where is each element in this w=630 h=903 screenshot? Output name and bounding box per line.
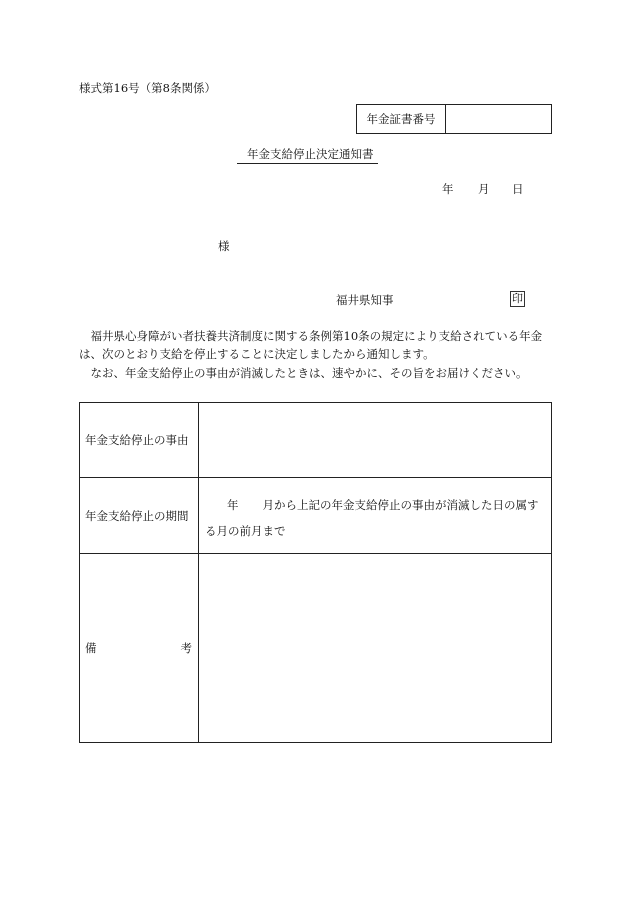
- seal-mark: 印: [512, 292, 523, 305]
- date-month: 月: [478, 182, 490, 196]
- period-year: 年: [227, 497, 239, 512]
- period-label: 年金支給停止の期間: [80, 478, 199, 554]
- reason-row: [80, 403, 552, 478]
- certificate-number-field[interactable]: [446, 105, 551, 133]
- document-title: 年金支給停止決定通知書: [237, 146, 378, 164]
- date-year: 年: [442, 182, 454, 196]
- body-paragraph-1: 福井県心身障がい者扶養共済制度に関する条例第10条の規定により支給されている年金は、次のとおり支給を停止することに決定しましたから通知します。: [79, 329, 543, 361]
- period-field[interactable]: [199, 478, 552, 554]
- remarks-field[interactable]: [199, 554, 552, 743]
- issuer-name: 福井県知事: [336, 293, 394, 307]
- recipient-suffix: 様: [218, 239, 230, 253]
- reason-field[interactable]: [199, 403, 552, 478]
- reason-label: 年金支給停止の事由: [80, 403, 199, 478]
- form-number: 様式第16号（第8条関係）: [79, 81, 216, 95]
- body-paragraph-2: なお、年金支給停止の事由が消滅したときは、速やかに、その旨をお届けください。: [79, 366, 528, 380]
- remarks-label-char-2: 考: [180, 641, 192, 655]
- remarks-label-char-1: 備: [85, 641, 97, 655]
- period-description: 月から上記の年金支給停止の事由が消滅した日の属する月の前月まで: [205, 497, 539, 538]
- remarks-label-cell: [80, 554, 199, 743]
- remarks-label: [85, 640, 198, 656]
- certificate-number-box: [356, 104, 552, 134]
- details-table: [79, 402, 552, 743]
- certificate-number-label: 年金証書番号: [357, 105, 446, 133]
- date-day: 日: [512, 182, 524, 196]
- period-text: [199, 488, 551, 544]
- remarks-row: [80, 554, 552, 743]
- period-row: [80, 478, 552, 554]
